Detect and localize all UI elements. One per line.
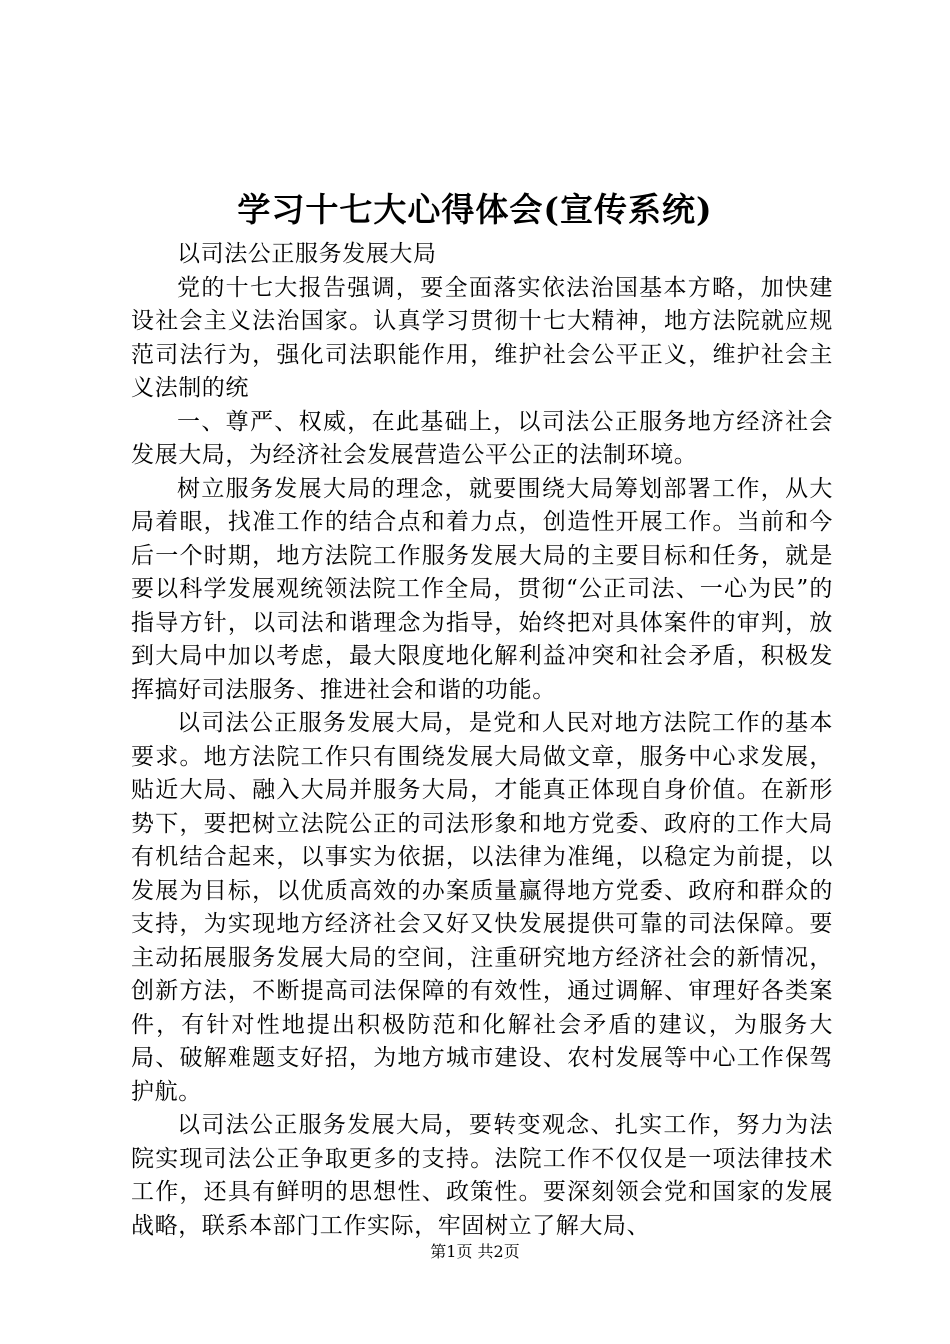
paragraph: 以司法公正服务发展大局，要转变观念、扎实工作，努力为法院实现司法公正争取更多的支持。法院工作不仅仅是一项法律技术工作，还具有鲜明的思想性、政策性。要深刻领会党和国家的发展战略，联系本部门工作实际，牢固树立了解大局、 [131,1112,833,1239]
document-title: 学习十七大心得体会(宣传系统) [237,190,713,229]
paragraph: 党的十七大报告强调，要全面落实依法治国基本方略，加快建设社会主义法治国家。认真学习贯彻十七大精神，地方法院就应规范司法行为，强化司法职能作用，维护社会公平正义，维护社会主义法制的统 [131,274,833,401]
paragraph: 树立服务发展大局的理念，就要围绕大局筹划部署工作，从大局着眼，找准工作的结合点和着力点，创造性开展工作。当前和今后一个时期，地方法院工作服务发展大局的主要目标和任务，就是要以科学发展观统领法院工作全局，贯彻“公正司法、一心为民”的指导方针，以司法和谐理念为指导，始终把对具体案件的审判，放到大局中加以考虑，最大限度地化解利益冲突和社会矛盾，积极发挥搞好司法服务、推进社会和谐的功能。 [131,475,833,703]
paragraph-subtitle: 以司法公正服务发展大局 [177,241,437,267]
page-number-footer: 第1页 共2页 [430,1242,520,1261]
paragraph: 以司法公正服务发展大局，是党和人民对地方法院工作的基本要求。地方法院工作只有围绕发展大局做文章，服务中心求发展，贴近大局、融入大局并服务大局，才能真正体现自身价值。在新形势下，要把树立法院公正的司法形象和地方党委、政府的工作大局有机结合起来，以事实为依据，以法律为准绳，以稳定为前提，以发展为目标，以优质高效的办案质量赢得地方党委、政府和群众的支持，为实现地方经济社会又好又快发展提供可靠的司法保障。要主动拓展服务发展大局的空间，注重研究地方经济社会的新情况，创新方法，不断提高司法保障的有效性，通过调解、审理好各类案件，有针对性地提出积极防范和化解社会矛盾的建议，为服务大局、破解难题支好招，为地方城市建设、农村发展等中心工作保驾护航。 [131,710,833,1105]
paragraph: 一、尊严、权威，在此基础上，以司法公正服务地方经济社会发展大局，为经济社会发展营造公平公正的法制环境。 [131,408,833,468]
document-body [131,238,833,1243]
